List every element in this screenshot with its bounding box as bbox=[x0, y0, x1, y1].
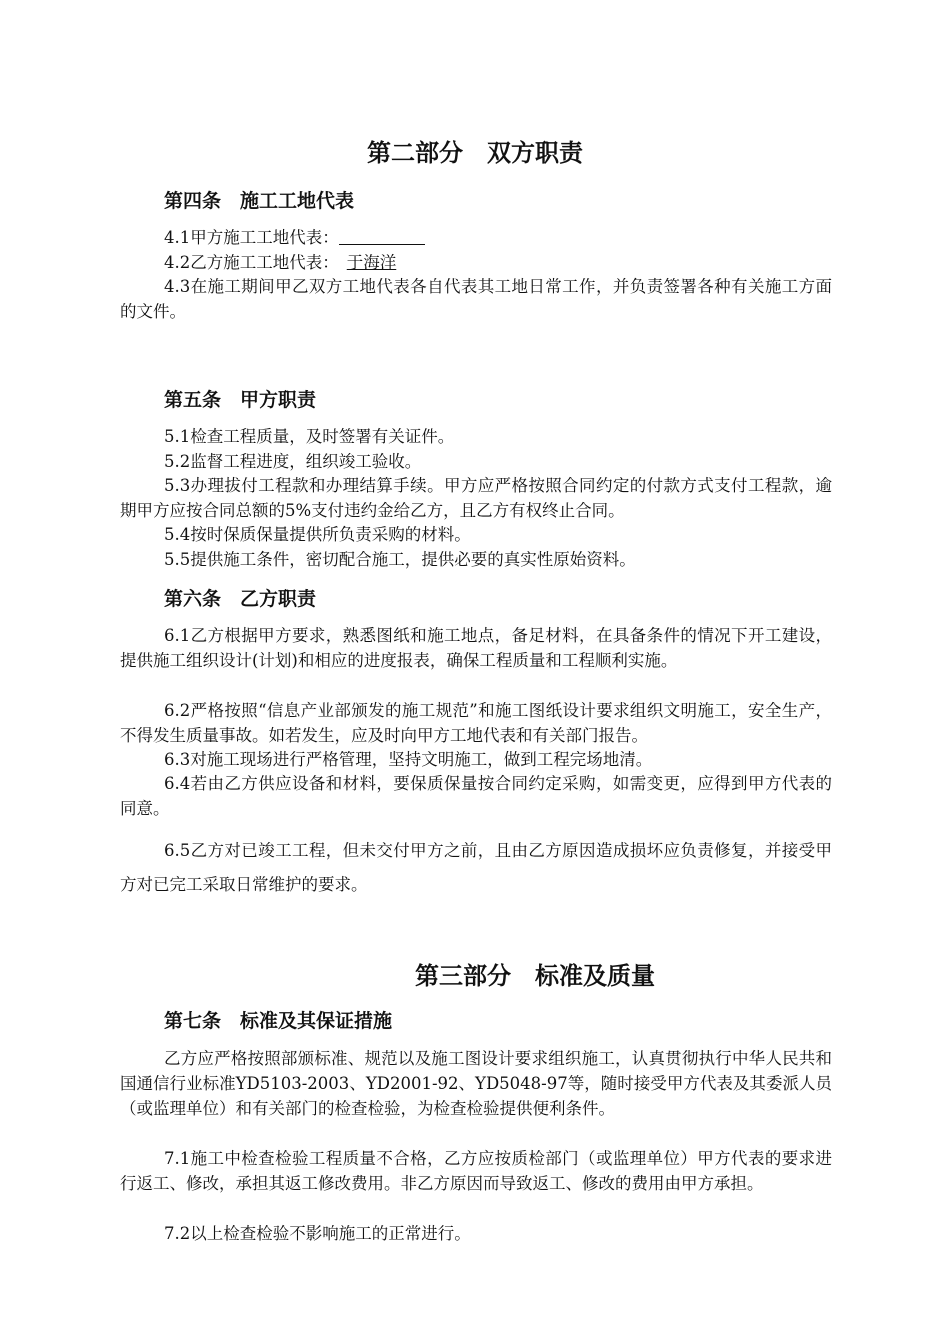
art5-line-5: 5.5提供施工条件，密切配合施工，提供必要的真实性原始资料。 bbox=[164, 550, 636, 569]
article6-title: 第六条 乙方职责 bbox=[164, 588, 317, 610]
art4-line-3: 4.3在施工期间甲乙双方工地代表各自代表其工地日常工作，并负责签署各种有关施工方面的文件。 bbox=[120, 277, 832, 321]
art4-line-2-text: 4.2乙方施工工地代表： bbox=[164, 253, 339, 272]
art4-line-1 bbox=[164, 225, 425, 250]
art7-intro: 乙方应严格按照部颁标准、规范以及施工图设计要求组织施工，认真贯彻执行中华人民共和国通信行业标准YD5103-2003、YD2001-92、YD5048-97等，随时接受甲方代表及其委派人员（或监理单位）和有关部门的检查检验，为检查检验提供便利条件。 bbox=[120, 1049, 832, 1118]
art6-line-2: 6.2严格按照“信息产业部颁发的施工规范”和施工图纸设计要求组织文明施工，安全生产，不得发生质量事故。如若发生，应及时向甲方工地代表和有关部门报告。 bbox=[120, 701, 832, 745]
article5-title: 第五条 甲方职责 bbox=[164, 389, 317, 411]
art5-line-2: 5.2监督工程进度，组织竣工验收。 bbox=[164, 452, 422, 471]
art5-line-1: 5.1检查工程质量，及时签署有关证件。 bbox=[164, 427, 455, 446]
art6-line-3: 6.3对施工现场进行严格管理，坚持文明施工，做到工程完场地清。 bbox=[164, 750, 653, 769]
art7-line-2: 7.2以上检查检验不影响施工的正常进行。 bbox=[164, 1224, 471, 1243]
representative-name: 于海洋 bbox=[346, 253, 397, 272]
art7-line-1: 7.1施工中检查检验工程质量不合格，乙方应按质检部门（或监理单位）甲方代表的要求进行返工、修改，承担其返工修改费用。非乙方原因而导致返工、修改的费用由甲方承担。 bbox=[120, 1149, 832, 1193]
art6-line-4: 6.4若由乙方供应设备和材料，要保质保量按合同约定采购，如需变更，应得到甲方代表的同意。 bbox=[120, 774, 832, 818]
art5-line-3: 5.3办理拔付工程款和办理结算手续。甲方应严格按照合同约定的付款方式支付工程款，逾期甲方应按合同总额的5%支付违约金给乙方，且乙方有权终止合同。 bbox=[120, 476, 832, 520]
art4-line-1-text: 4.1甲方施工工地代表： bbox=[164, 228, 339, 247]
art6-line-1: 6.1乙方根据甲方要求，熟悉图纸和施工地点，备足材料，在具备条件的情况下开工建设，提供施工组织设计(计划)和相应的进度报表，确保工程质量和工程顺利实施。 bbox=[120, 626, 832, 670]
part3-title: 第三部分 标准及质量 bbox=[415, 962, 655, 990]
art4-line-2 bbox=[164, 250, 412, 275]
signature-blank bbox=[339, 227, 425, 245]
part2-title: 第二部分 双方职责 bbox=[367, 139, 583, 167]
art5-line-4: 5.4按时保质保量提供所负责采购的材料。 bbox=[164, 525, 471, 544]
article4-title: 第四条 施工工地代表 bbox=[164, 190, 355, 212]
art6-line-5: 6.5乙方对已竣工工程，但未交付甲方之前，且由乙方原因造成损坏应负责修复，并接受甲方对已完工采取日常维护的要求。 bbox=[120, 841, 832, 894]
article7-title: 第七条 标准及其保证措施 bbox=[164, 1010, 393, 1032]
